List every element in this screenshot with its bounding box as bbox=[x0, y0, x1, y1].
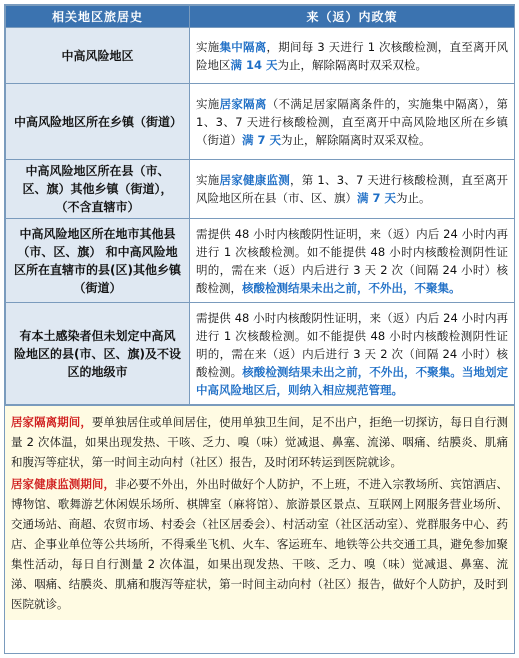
text-segment: 为止。 bbox=[396, 191, 431, 205]
notes-section bbox=[5, 405, 514, 620]
policy-cell bbox=[190, 28, 515, 84]
region-cell: 中高风险地区所在乡镇（街道） bbox=[6, 84, 190, 160]
text-segment: ，第 1、3、7 天进行核酸检测，直至离开风险地区所在县（市、区、旗） bbox=[196, 173, 508, 205]
region-cell: 有本土感染者但未划定中高风险地区的县(市、区、旗)及不设区的地级市 bbox=[6, 303, 190, 405]
highlighted-text: 集中隔离 bbox=[219, 39, 267, 54]
table-row bbox=[6, 28, 515, 84]
table-row bbox=[6, 219, 515, 303]
highlighted-text: 居家健康监测 bbox=[219, 173, 290, 187]
text-segment: 实施 bbox=[196, 96, 220, 111]
highlighted-text: 满 7 天 bbox=[357, 191, 397, 205]
policy-table bbox=[5, 5, 515, 405]
table-row bbox=[6, 84, 515, 160]
policy-cell bbox=[190, 84, 515, 160]
text-segment: 需提供 48 小时内核酸阴性证明，来（返）内后 24 小时内再进行 1 次核酸检测。如不能提供 48 小时内核酸检测阴性证明的，需在来（返）内后进行 3 天 2 次（间隔 24 小时）核酸检测， bbox=[196, 226, 508, 295]
highlighted-text: 居家隔离期间， bbox=[11, 415, 92, 429]
highlighted-text: 核酸检测结果未出之前，不外出，不聚集。当地划定中高风险地区后，则纳入相应规范管理。 bbox=[196, 364, 509, 397]
text-segment: ，期间每 3 天进行 1 次核酸检测，直至离开风险地区 bbox=[196, 39, 508, 72]
home-monitoring-note bbox=[11, 474, 508, 614]
policy-cell bbox=[190, 303, 515, 405]
highlighted-text: 居家隔离 bbox=[219, 96, 267, 111]
highlighted-text: 满 7 天 bbox=[242, 132, 282, 147]
header-travel-history: 相关地区旅居史 bbox=[6, 6, 190, 28]
text-segment: 非必要不外出，外出时做好个人防护，不上班，不进入宗教场所、宾馆酒店、博物馆、歌舞游艺休闲娱乐场所、棋牌室（麻将馆）、旅游景区景点、互联网上网服务营业场所、交通场站、商超、农贸市场、村委会（社区居委会）、村活动室（社区活动室）、党群服务中心、药店、企事业单位等公共场所，不得乘坐飞机、火车、客运班车、地铁等公共交通工具，避免参加聚集性活动，每日自行测量 2 次体温，如果出现发热、干咳、乏力、嗅（味）觉减退、鼻塞、流涕、咽痛、结膜炎、肌痛和腹泻等症状，第一时间主动向村（社区）报告，做好个人防护，及时到医院就诊。 bbox=[11, 477, 509, 611]
home-isolation-note bbox=[11, 412, 508, 472]
policy-cell bbox=[190, 160, 515, 219]
text-segment: 要单独居住或单间居住，使用单独卫生间，足不出户，拒绝一切探访，每日自行测量 2 次体温，如果出现发热、干咳、乏力、嗅（味）觉减退、鼻塞、流涕、咽痛、结膜炎、肌痛和腹泻等症状，第一时间主动向村（社区）报告，及时闭环转运到医院就诊。 bbox=[11, 415, 509, 469]
region-cell: 中高风险地区所在地市其他县（市、区、旗） 和中高风险地区所在直辖市的县(区)其他乡镇（街道） bbox=[6, 219, 190, 303]
region-cell: 中高风险地区 bbox=[6, 28, 190, 84]
table-row bbox=[6, 160, 515, 219]
text-segment: 为止，解除隔离时双采双检。 bbox=[281, 132, 431, 147]
policy-cell bbox=[190, 219, 515, 303]
text-segment: （不满足居家隔离条件的，实施集中隔离），第 1、3、7 天进行核酸检测，直至离开中高风险地区所在乡镇（街道） bbox=[196, 96, 509, 147]
highlighted-text: 满 14 天 bbox=[230, 57, 278, 72]
highlighted-text: 居家健康监测期间， bbox=[11, 477, 116, 491]
policy-document bbox=[4, 4, 515, 654]
region-cell: 中高风险地区所在县（市、区、旗）其他乡镇（街道），（不含直辖市） bbox=[6, 160, 190, 219]
text-segment: 实施 bbox=[196, 39, 220, 54]
highlighted-text: 核酸检测结果未出之前，不外出，不聚集。 bbox=[242, 280, 461, 295]
text-segment: 实施 bbox=[196, 173, 220, 187]
text-segment: 需提供 48 小时内核酸阴性证明，来（返）内后 24 小时内再进行 1 次核酸检测。如不能提供 48 小时内核酸检测阴性证明的，需在来（返）内后进行 3 天 2 次（间隔 24 小时）核酸检测。 bbox=[196, 310, 508, 379]
table-header-row bbox=[6, 6, 515, 28]
header-policy: 来（返）内政策 bbox=[190, 6, 515, 28]
text-segment: 为止，解除隔离时双采双检。 bbox=[277, 57, 428, 72]
table-row bbox=[6, 303, 515, 405]
